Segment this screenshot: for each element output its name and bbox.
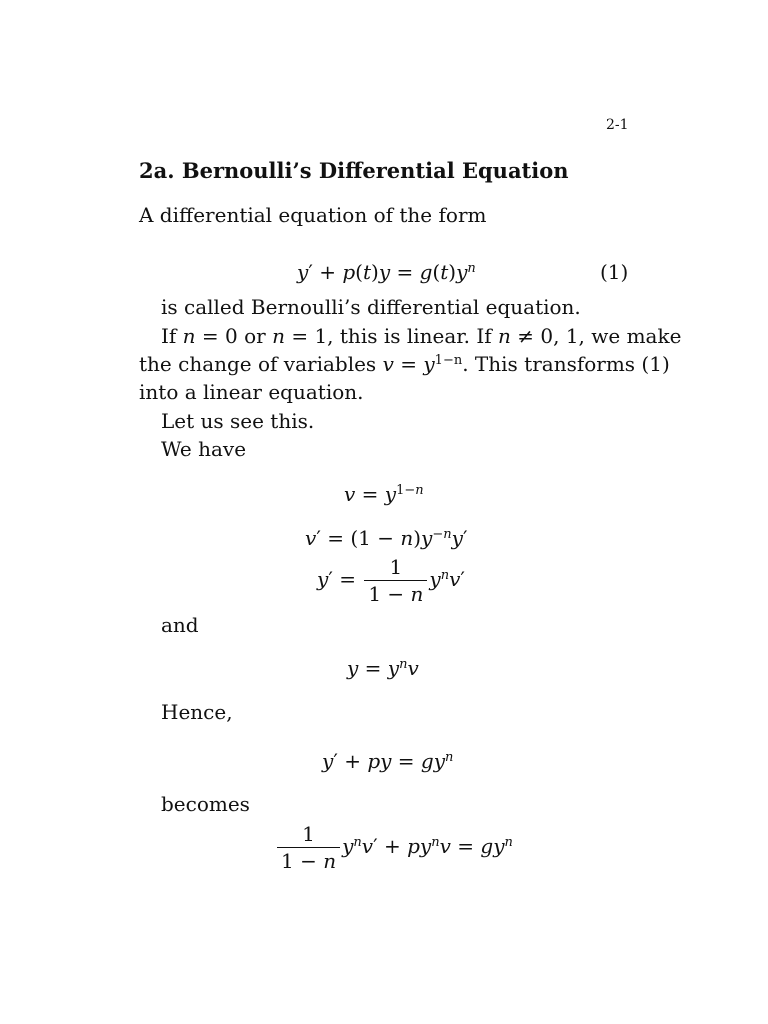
page-number: 2-1	[606, 117, 629, 133]
equation-v-def: $v = y^{1-n}$	[344, 482, 424, 506]
fraction: $\frac{1}{1 - n}$	[364, 555, 427, 606]
paragraph-if-linear: If n = 0 or n = 1, this is linear. If n ≠ 0, 1, we make	[161, 324, 682, 348]
word-hence: Hence,	[161, 700, 233, 724]
word-becomes: becomes	[161, 792, 250, 816]
paragraph-called: is called Bernoulli’s differential equation.	[161, 295, 581, 319]
section-title: 2a. Bernoulli’s Differential Equation	[139, 158, 569, 183]
paragraph-let-us-see: Let us see this.	[161, 409, 315, 433]
equation-v-prime: $v' = (1 - n)y^{-n}y'$	[305, 526, 468, 550]
word-and: and	[161, 613, 199, 637]
paragraph-change-variables: the change of variables $v = y^{1-n}$. This transforms (1)	[139, 352, 670, 376]
equation-original: y′ + py = $gy^n$	[322, 749, 454, 773]
equation-1: $y' + p(t)y = g(t)y^n$	[297, 260, 476, 284]
paragraph-into-linear: into a linear equation.	[139, 380, 364, 404]
equation-y-prime: y′ = $\frac{1}{1 - n}$ $y^nv'$	[317, 555, 465, 606]
intro-text: A differential equation of the form	[139, 203, 487, 227]
equation-y: $y = y^nv$	[347, 656, 419, 680]
equation-transformed: $\frac{1}{1 - n}$ $y^nv' + py^nv = gy^n$	[275, 822, 513, 873]
paragraph-we-have: We have	[161, 437, 247, 461]
equation-1-label: (1)	[600, 260, 629, 284]
fraction: $\frac{1}{1 - n}$	[277, 822, 340, 873]
